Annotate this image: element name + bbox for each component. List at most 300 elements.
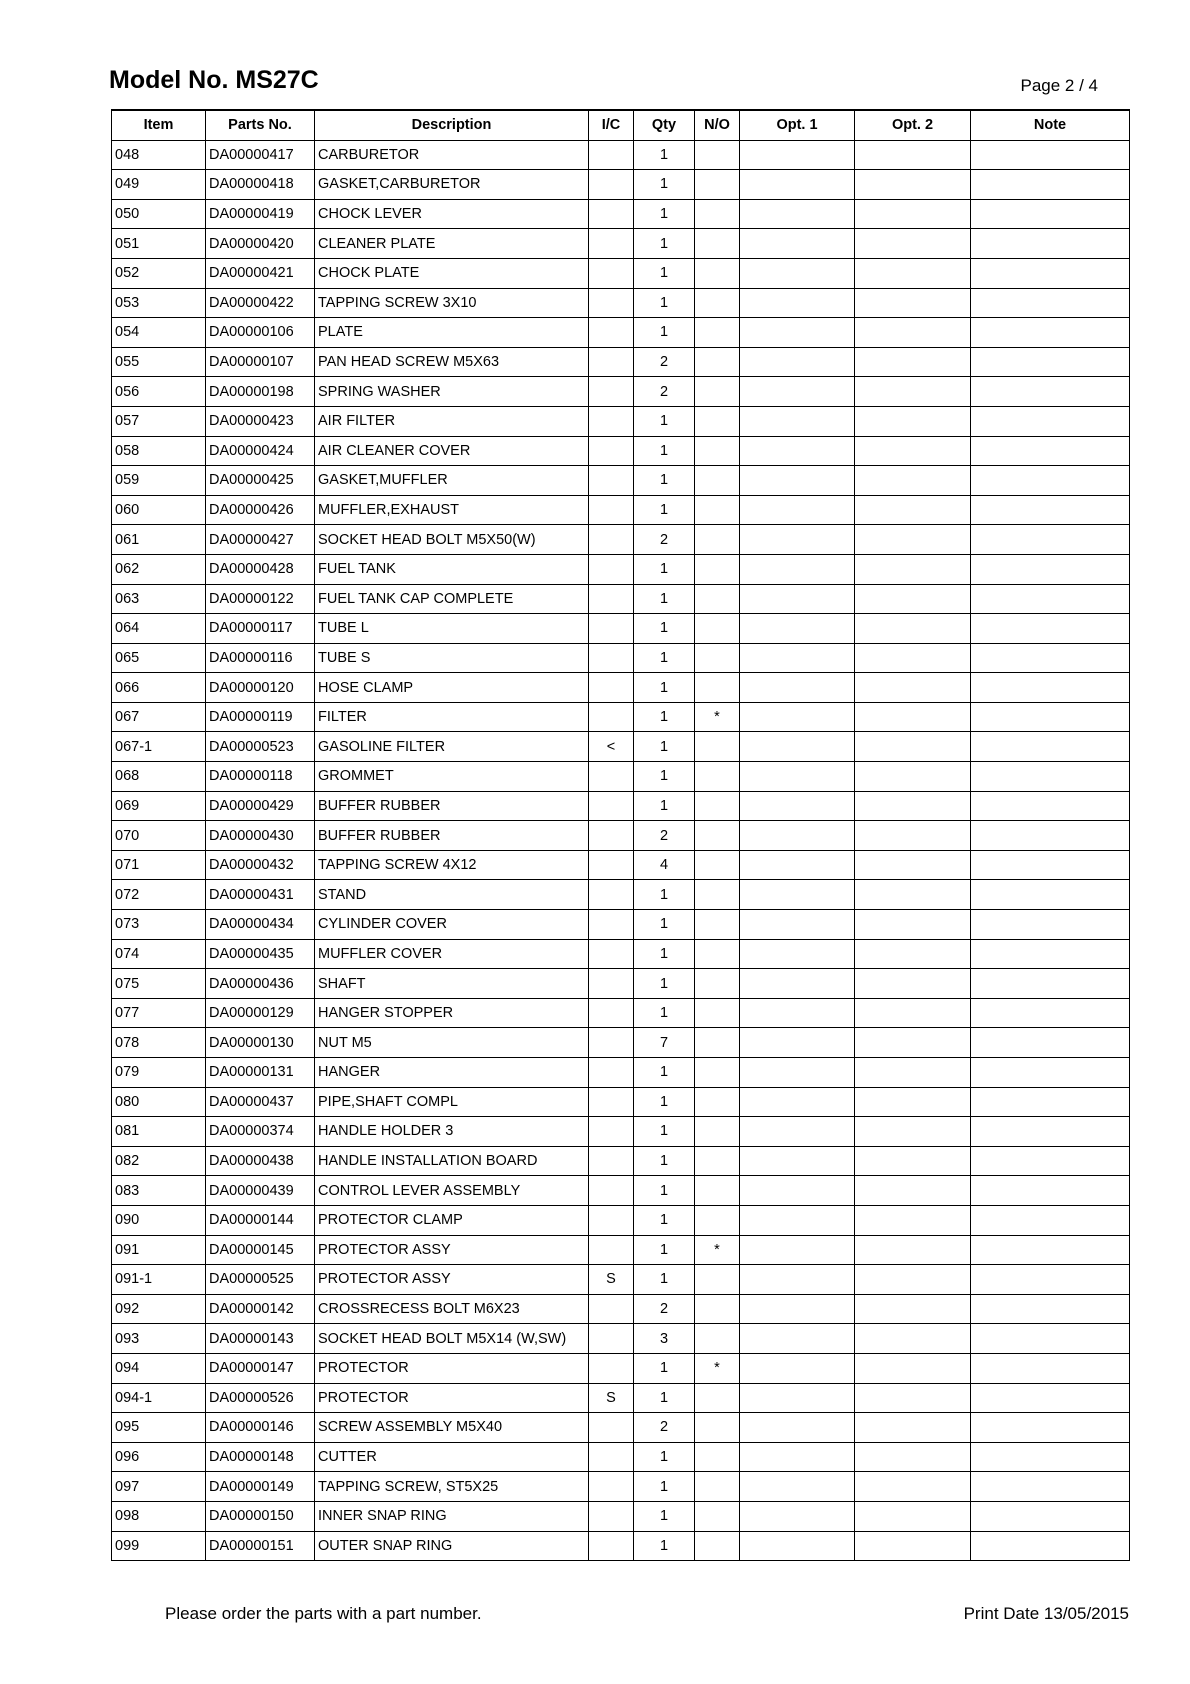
part-number-cell: DA00000420 [206, 229, 315, 259]
qty-cell: 1 [634, 673, 695, 703]
opt1-cell [740, 1413, 855, 1443]
item-cell: 091 [112, 1235, 206, 1265]
note-cell [971, 1383, 1130, 1413]
opt1-cell [740, 347, 855, 377]
ic-cell [589, 1087, 634, 1117]
no-cell [695, 258, 740, 288]
opt1-cell [740, 288, 855, 318]
note-cell [971, 1146, 1130, 1176]
opt2-cell [855, 821, 971, 851]
opt2-cell [855, 1413, 971, 1443]
no-cell [695, 1413, 740, 1443]
qty-cell: 1 [634, 1472, 695, 1502]
ic-cell [589, 1531, 634, 1561]
opt1-cell [740, 229, 855, 259]
no-cell [695, 436, 740, 466]
opt2-cell [855, 495, 971, 525]
qty-cell: 2 [634, 1294, 695, 1324]
no-cell [695, 199, 740, 229]
description-cell: CONTROL LEVER ASSEMBLY [315, 1176, 589, 1206]
no-cell [695, 495, 740, 525]
opt1-cell [740, 1531, 855, 1561]
ic-cell [589, 969, 634, 999]
opt2-cell [855, 998, 971, 1028]
note-cell [971, 821, 1130, 851]
part-number-cell: DA00000131 [206, 1058, 315, 1088]
table-row [112, 880, 1130, 910]
no-cell [695, 1501, 740, 1531]
description-cell: TUBE S [315, 643, 589, 673]
part-number-cell: DA00000419 [206, 199, 315, 229]
item-cell: 069 [112, 791, 206, 821]
opt1-cell [740, 1294, 855, 1324]
ic-cell [589, 229, 634, 259]
description-cell: PIPE,SHAFT COMPL [315, 1087, 589, 1117]
column-header-opt2: Opt. 2 [855, 110, 971, 140]
note-cell [971, 1501, 1130, 1531]
item-cell: 074 [112, 939, 206, 969]
part-number-cell: DA00000106 [206, 318, 315, 348]
opt2-cell [855, 1472, 971, 1502]
note-cell [971, 1353, 1130, 1383]
qty-cell: 1 [634, 1205, 695, 1235]
qty-cell: 1 [634, 229, 695, 259]
no-cell [695, 762, 740, 792]
item-cell: 056 [112, 377, 206, 407]
qty-cell: 1 [634, 880, 695, 910]
opt2-cell [855, 969, 971, 999]
column-header-opt1: Opt. 1 [740, 110, 855, 140]
opt1-cell [740, 1205, 855, 1235]
table-row [112, 288, 1130, 318]
note-cell [971, 1413, 1130, 1443]
item-cell: 052 [112, 258, 206, 288]
table-row [112, 1235, 1130, 1265]
opt1-cell [740, 821, 855, 851]
part-number-cell: DA00000438 [206, 1146, 315, 1176]
description-cell: TUBE L [315, 614, 589, 644]
table-row [112, 406, 1130, 436]
qty-cell: 1 [634, 1176, 695, 1206]
description-cell: CARBURETOR [315, 140, 589, 170]
description-cell: NUT M5 [315, 1028, 589, 1058]
description-cell: HANGER [315, 1058, 589, 1088]
part-number-cell: DA00000436 [206, 969, 315, 999]
qty-cell: 1 [634, 998, 695, 1028]
description-cell: CHOCK PLATE [315, 258, 589, 288]
opt1-cell [740, 969, 855, 999]
ic-cell [589, 1501, 634, 1531]
opt2-cell [855, 1146, 971, 1176]
description-cell: BUFFER RUBBER [315, 791, 589, 821]
qty-cell: 1 [634, 1531, 695, 1561]
opt2-cell [855, 1235, 971, 1265]
opt1-cell [740, 170, 855, 200]
table-row [112, 702, 1130, 732]
opt1-cell [740, 880, 855, 910]
qty-cell: 1 [634, 791, 695, 821]
opt1-cell [740, 318, 855, 348]
opt1-cell [740, 1058, 855, 1088]
opt1-cell [740, 466, 855, 496]
opt1-cell [740, 377, 855, 407]
qty-cell: 1 [634, 939, 695, 969]
ic-cell [589, 910, 634, 940]
qty-cell: 1 [634, 762, 695, 792]
table-row [112, 850, 1130, 880]
opt2-cell [855, 702, 971, 732]
part-number-cell: DA00000437 [206, 1087, 315, 1117]
no-cell [695, 525, 740, 555]
opt2-cell [855, 318, 971, 348]
item-cell: 064 [112, 614, 206, 644]
no-cell [695, 821, 740, 851]
ic-cell [589, 495, 634, 525]
item-cell: 078 [112, 1028, 206, 1058]
table-row [112, 673, 1130, 703]
note-cell [971, 910, 1130, 940]
opt1-cell [740, 1324, 855, 1354]
table-row [112, 1265, 1130, 1295]
ic-cell [589, 791, 634, 821]
ic-cell [589, 1235, 634, 1265]
part-number-cell: DA00000523 [206, 732, 315, 762]
no-cell [695, 880, 740, 910]
opt1-cell [740, 1146, 855, 1176]
table-row [112, 1146, 1130, 1176]
item-cell: 090 [112, 1205, 206, 1235]
part-number-cell: DA00000116 [206, 643, 315, 673]
ic-cell [589, 1058, 634, 1088]
description-cell: HANDLE INSTALLATION BOARD [315, 1146, 589, 1176]
table-row [112, 1413, 1130, 1443]
qty-cell: 1 [634, 436, 695, 466]
column-header-description: Description [315, 110, 589, 140]
column-header-qty: Qty [634, 110, 695, 140]
opt1-cell [740, 643, 855, 673]
description-cell: CLEANER PLATE [315, 229, 589, 259]
table-row [112, 1028, 1130, 1058]
note-cell [971, 377, 1130, 407]
table-header-row [112, 110, 1130, 140]
ic-cell [589, 554, 634, 584]
table-row [112, 140, 1130, 170]
ic-cell [589, 199, 634, 229]
print-date: Print Date 13/05/2015 [963, 1604, 1129, 1623]
item-cell: 068 [112, 762, 206, 792]
note-cell [971, 140, 1130, 170]
item-cell: 075 [112, 969, 206, 999]
qty-cell: 1 [634, 1383, 695, 1413]
opt1-cell [740, 1383, 855, 1413]
qty-cell: 1 [634, 258, 695, 288]
item-cell: 096 [112, 1442, 206, 1472]
part-number-cell: DA00000122 [206, 584, 315, 614]
ic-cell [589, 377, 634, 407]
qty-cell: 7 [634, 1028, 695, 1058]
opt2-cell [855, 643, 971, 673]
opt1-cell [740, 732, 855, 762]
opt2-cell [855, 525, 971, 555]
part-number-cell: DA00000421 [206, 258, 315, 288]
part-number-cell: DA00000117 [206, 614, 315, 644]
item-cell: 057 [112, 406, 206, 436]
opt2-cell [855, 1442, 971, 1472]
opt1-cell [740, 1117, 855, 1147]
description-cell: PROTECTOR CLAMP [315, 1205, 589, 1235]
part-number-cell: DA00000374 [206, 1117, 315, 1147]
qty-cell: 1 [634, 702, 695, 732]
description-cell: AIR FILTER [315, 406, 589, 436]
table-row [112, 170, 1130, 200]
item-cell: 098 [112, 1501, 206, 1531]
part-number-cell: DA00000427 [206, 525, 315, 555]
note-cell [971, 1028, 1130, 1058]
item-cell: 049 [112, 170, 206, 200]
no-cell [695, 1531, 740, 1561]
order-note: Please order the parts with a part number. [165, 1604, 482, 1623]
no-cell [695, 229, 740, 259]
opt1-cell [740, 140, 855, 170]
qty-cell: 2 [634, 525, 695, 555]
opt2-cell [855, 673, 971, 703]
table-row [112, 525, 1130, 555]
description-cell: PROTECTOR ASSY [315, 1265, 589, 1295]
note-cell [971, 170, 1130, 200]
note-cell [971, 1531, 1130, 1561]
item-cell: 051 [112, 229, 206, 259]
ic-cell [589, 762, 634, 792]
description-cell: SOCKET HEAD BOLT M5X14 (W,SW) [315, 1324, 589, 1354]
item-cell: 091-1 [112, 1265, 206, 1295]
note-cell [971, 288, 1130, 318]
item-cell: 058 [112, 436, 206, 466]
ic-cell [589, 258, 634, 288]
description-cell: SPRING WASHER [315, 377, 589, 407]
description-cell: PROTECTOR ASSY [315, 1235, 589, 1265]
part-number-cell: DA00000150 [206, 1501, 315, 1531]
item-cell: 065 [112, 643, 206, 673]
opt1-cell [740, 614, 855, 644]
qty-cell: 1 [634, 1353, 695, 1383]
note-cell [971, 554, 1130, 584]
opt2-cell [855, 288, 971, 318]
no-cell [695, 1146, 740, 1176]
description-cell: FUEL TANK CAP COMPLETE [315, 584, 589, 614]
part-number-cell: DA00000417 [206, 140, 315, 170]
table-row [112, 1324, 1130, 1354]
part-number-cell: DA00000107 [206, 347, 315, 377]
table-row [112, 1353, 1130, 1383]
qty-cell: 2 [634, 821, 695, 851]
part-number-cell: DA00000429 [206, 791, 315, 821]
opt2-cell [855, 1087, 971, 1117]
ic-cell [589, 1472, 634, 1502]
table-row [112, 495, 1130, 525]
no-cell [695, 170, 740, 200]
table-row [112, 584, 1130, 614]
note-cell [971, 318, 1130, 348]
part-number-cell: DA00000120 [206, 673, 315, 703]
item-cell: 062 [112, 554, 206, 584]
table-row [112, 377, 1130, 407]
no-cell [695, 1294, 740, 1324]
note-cell [971, 1294, 1130, 1324]
no-cell [695, 791, 740, 821]
opt1-cell [740, 762, 855, 792]
note-cell [971, 998, 1130, 1028]
description-cell: AIR CLEANER COVER [315, 436, 589, 466]
qty-cell: 1 [634, 732, 695, 762]
no-cell [695, 614, 740, 644]
description-cell: CUTTER [315, 1442, 589, 1472]
opt1-cell [740, 584, 855, 614]
note-cell [971, 406, 1130, 436]
opt2-cell [855, 1205, 971, 1235]
ic-cell [589, 1413, 634, 1443]
note-cell [971, 1442, 1130, 1472]
opt1-cell [740, 791, 855, 821]
no-cell [695, 288, 740, 318]
ic-cell [589, 1442, 634, 1472]
description-cell: SHAFT [315, 969, 589, 999]
part-number-cell: DA00000430 [206, 821, 315, 851]
item-cell: 092 [112, 1294, 206, 1324]
ic-cell [589, 584, 634, 614]
qty-cell: 1 [634, 1265, 695, 1295]
item-cell: 070 [112, 821, 206, 851]
note-cell [971, 1058, 1130, 1088]
opt1-cell [740, 495, 855, 525]
part-number-cell: DA00000148 [206, 1442, 315, 1472]
opt2-cell [855, 1176, 971, 1206]
ic-cell [589, 170, 634, 200]
opt2-cell [855, 850, 971, 880]
item-cell: 073 [112, 910, 206, 940]
part-number-cell: DA00000431 [206, 880, 315, 910]
table-row [112, 258, 1130, 288]
column-header-parts-no: Parts No. [206, 110, 315, 140]
opt2-cell [855, 762, 971, 792]
ic-cell [589, 998, 634, 1028]
ic-cell [589, 1176, 634, 1206]
opt1-cell [740, 702, 855, 732]
no-cell [695, 584, 740, 614]
part-number-cell: DA00000146 [206, 1413, 315, 1443]
qty-cell: 1 [634, 910, 695, 940]
qty-cell: 1 [634, 1058, 695, 1088]
table-row [112, 1087, 1130, 1117]
description-cell: INNER SNAP RING [315, 1501, 589, 1531]
note-cell [971, 1087, 1130, 1117]
ic-cell [589, 821, 634, 851]
table-row [112, 1501, 1130, 1531]
table-row [112, 466, 1130, 496]
item-cell: 050 [112, 199, 206, 229]
item-cell: 063 [112, 584, 206, 614]
no-cell [695, 318, 740, 348]
part-number-cell: DA00000129 [206, 998, 315, 1028]
qty-cell: 1 [634, 1146, 695, 1176]
opt2-cell [855, 1324, 971, 1354]
ic-cell [589, 140, 634, 170]
no-cell [695, 466, 740, 496]
description-cell: GASKET,CARBURETOR [315, 170, 589, 200]
table-row [112, 554, 1130, 584]
opt1-cell [740, 1265, 855, 1295]
qty-cell: 1 [634, 199, 695, 229]
no-cell [695, 732, 740, 762]
ic-cell [589, 673, 634, 703]
opt2-cell [855, 436, 971, 466]
ic-cell [589, 466, 634, 496]
no-cell [695, 939, 740, 969]
table-row [112, 821, 1130, 851]
ic-cell [589, 318, 634, 348]
note-cell [971, 673, 1130, 703]
part-number-cell: DA00000424 [206, 436, 315, 466]
item-cell: 048 [112, 140, 206, 170]
opt1-cell [740, 554, 855, 584]
table-row [112, 732, 1130, 762]
note-cell [971, 495, 1130, 525]
item-cell: 094-1 [112, 1383, 206, 1413]
no-cell [695, 998, 740, 1028]
opt2-cell [855, 791, 971, 821]
opt1-cell [740, 1353, 855, 1383]
part-number-cell: DA00000198 [206, 377, 315, 407]
description-cell: PLATE [315, 318, 589, 348]
opt2-cell [855, 140, 971, 170]
no-cell [695, 406, 740, 436]
part-number-cell: DA00000144 [206, 1205, 315, 1235]
part-number-cell: DA00000428 [206, 554, 315, 584]
no-cell [695, 554, 740, 584]
qty-cell: 1 [634, 643, 695, 673]
note-cell [971, 1265, 1130, 1295]
opt1-cell [740, 939, 855, 969]
table-row [112, 1531, 1130, 1561]
part-number-cell: DA00000426 [206, 495, 315, 525]
column-header-ic: I/C [589, 110, 634, 140]
opt2-cell [855, 880, 971, 910]
part-number-cell: DA00000145 [206, 1235, 315, 1265]
table-row [112, 643, 1130, 673]
no-cell [695, 1442, 740, 1472]
item-cell: 077 [112, 998, 206, 1028]
opt1-cell [740, 406, 855, 436]
description-cell: SCREW ASSEMBLY M5X40 [315, 1413, 589, 1443]
description-cell: GASOLINE FILTER [315, 732, 589, 762]
opt1-cell [740, 1472, 855, 1502]
no-cell: * [695, 702, 740, 732]
item-cell: 067-1 [112, 732, 206, 762]
opt2-cell [855, 199, 971, 229]
table-row [112, 318, 1130, 348]
qty-cell: 4 [634, 850, 695, 880]
table-row [112, 998, 1130, 1028]
item-cell: 081 [112, 1117, 206, 1147]
no-cell [695, 140, 740, 170]
opt2-cell [855, 1294, 971, 1324]
table-row [112, 1383, 1130, 1413]
model-title: Model No. MS27C [109, 66, 319, 94]
ic-cell [589, 406, 634, 436]
note-cell [971, 466, 1130, 496]
no-cell [695, 673, 740, 703]
qty-cell: 1 [634, 1087, 695, 1117]
note-cell [971, 1176, 1130, 1206]
